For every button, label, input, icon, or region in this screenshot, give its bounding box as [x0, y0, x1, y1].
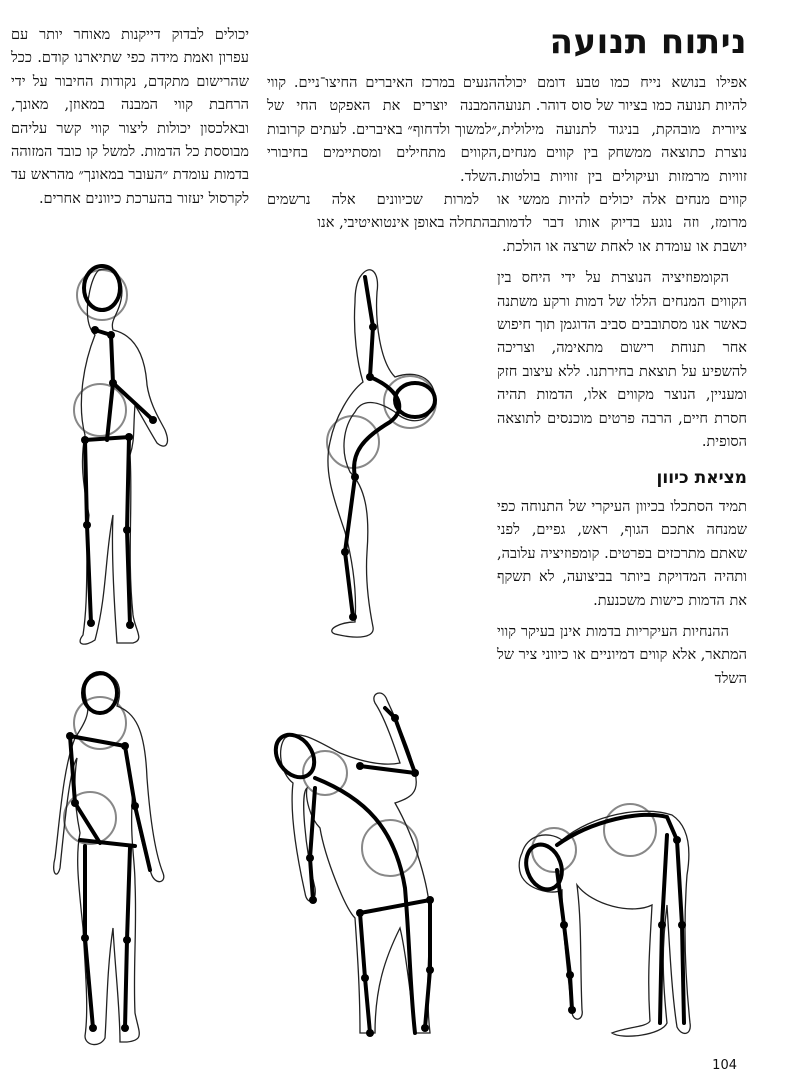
figure-arching-back	[315, 262, 455, 652]
text-column-right	[497, 72, 747, 691]
figure-standing-side	[55, 255, 185, 655]
paragraph: תמיד הסתכלו בכיוון העיקרי של התנוחה כפי שמנחה אתכם הגוף, ראש, גפיים, לפני שאתם מתרכזים בפרטים. קומפוזיציה עלובה, ותהיה המדויקת ביותר בביצועה, לא תשקף את הדמות כישות משכנעת.	[497, 498, 747, 609]
figure-bending-forward	[512, 795, 702, 1045]
paragraph: למרות שכיוונים אלה נרשמים בהתחלה באופן אינטואיטיבי, אנו	[267, 192, 497, 232]
page-title: ניתוח תנועה	[549, 22, 747, 62]
page-number: 104	[712, 1058, 737, 1073]
paragraph: הקומפוזיציה הנוצרת על ידי היחס בין הקווים המנחים הללו של דמות ורקע משתנה כאשר אנו מסתובבים סביב הדוגמן תוך חיפוש אחר תנוחת רישום מתאימה, וצריכה להשפיע על תוצאת בחירתנו. ללא עיצוב חזק ומעניין, הנוצר מקווים אלו, הדמות תהיה חסרת חיים, הרבה פרטים מוכנסים לתוצאה הסופית.	[497, 270, 747, 451]
text-column-middle	[267, 72, 497, 236]
paragraph: ההנחיות העיקריות בדמות אינן בעיקר קווי המתאר, אלא קווים דמיוניים או כיווני ציר של השלד	[497, 623, 747, 687]
figure-leaning-raised-arm	[265, 688, 450, 1048]
paragraph: אפילו בנושא נייח כמו טבע דומם יכולה להיות תנועה כמו בציור של סוס דוהר. תנועה ציורית מובהקת, בניגוד לתנועה מילולית, נוצרת כתוצאה ממשחק בין קווים מנחים, זוויות מרמזות ועיקולים בין זוויות בולטות. קווים מנחים אלה יכולים להיות ממשי או מרומז, וזה נוגע בדיוק אותו דבר לדמות יושבת או עומדת או לאחת שרצה או הולכת.	[497, 75, 747, 255]
section-heading: מציאת כיוון	[656, 467, 747, 488]
paragraph: הנעים במרכז האיברים החיצו־ניים. קווי המבנה יוצרים את האפקט החי של ״למשוך ולדחוף״ באיברים. לעתים קרובות הקווים מתחילים ומסתיימים בחיבורי השלד.	[267, 75, 497, 185]
figure-standing-front	[55, 668, 175, 1053]
text-column-left	[11, 24, 249, 211]
paragraph: יכולים לבדוק דייקנות מאוחר יותר עם עפרון ואמת מידה כפי שתיארנו קודם. ככל שהרישום מתקדם, נקודות החיבור על ידי הרחבת קווי המבנה במאוזן, מאונך, ובאלכסון יכולות ליצור קווי קשר עליהם מבוססת כל הדמות. למשל קו כובד המזוהה בדמות עומדת ״העובר במאונך״ מהראש עד לקרסול יעזור בהערכת כיוונים אחרים.	[11, 27, 249, 207]
